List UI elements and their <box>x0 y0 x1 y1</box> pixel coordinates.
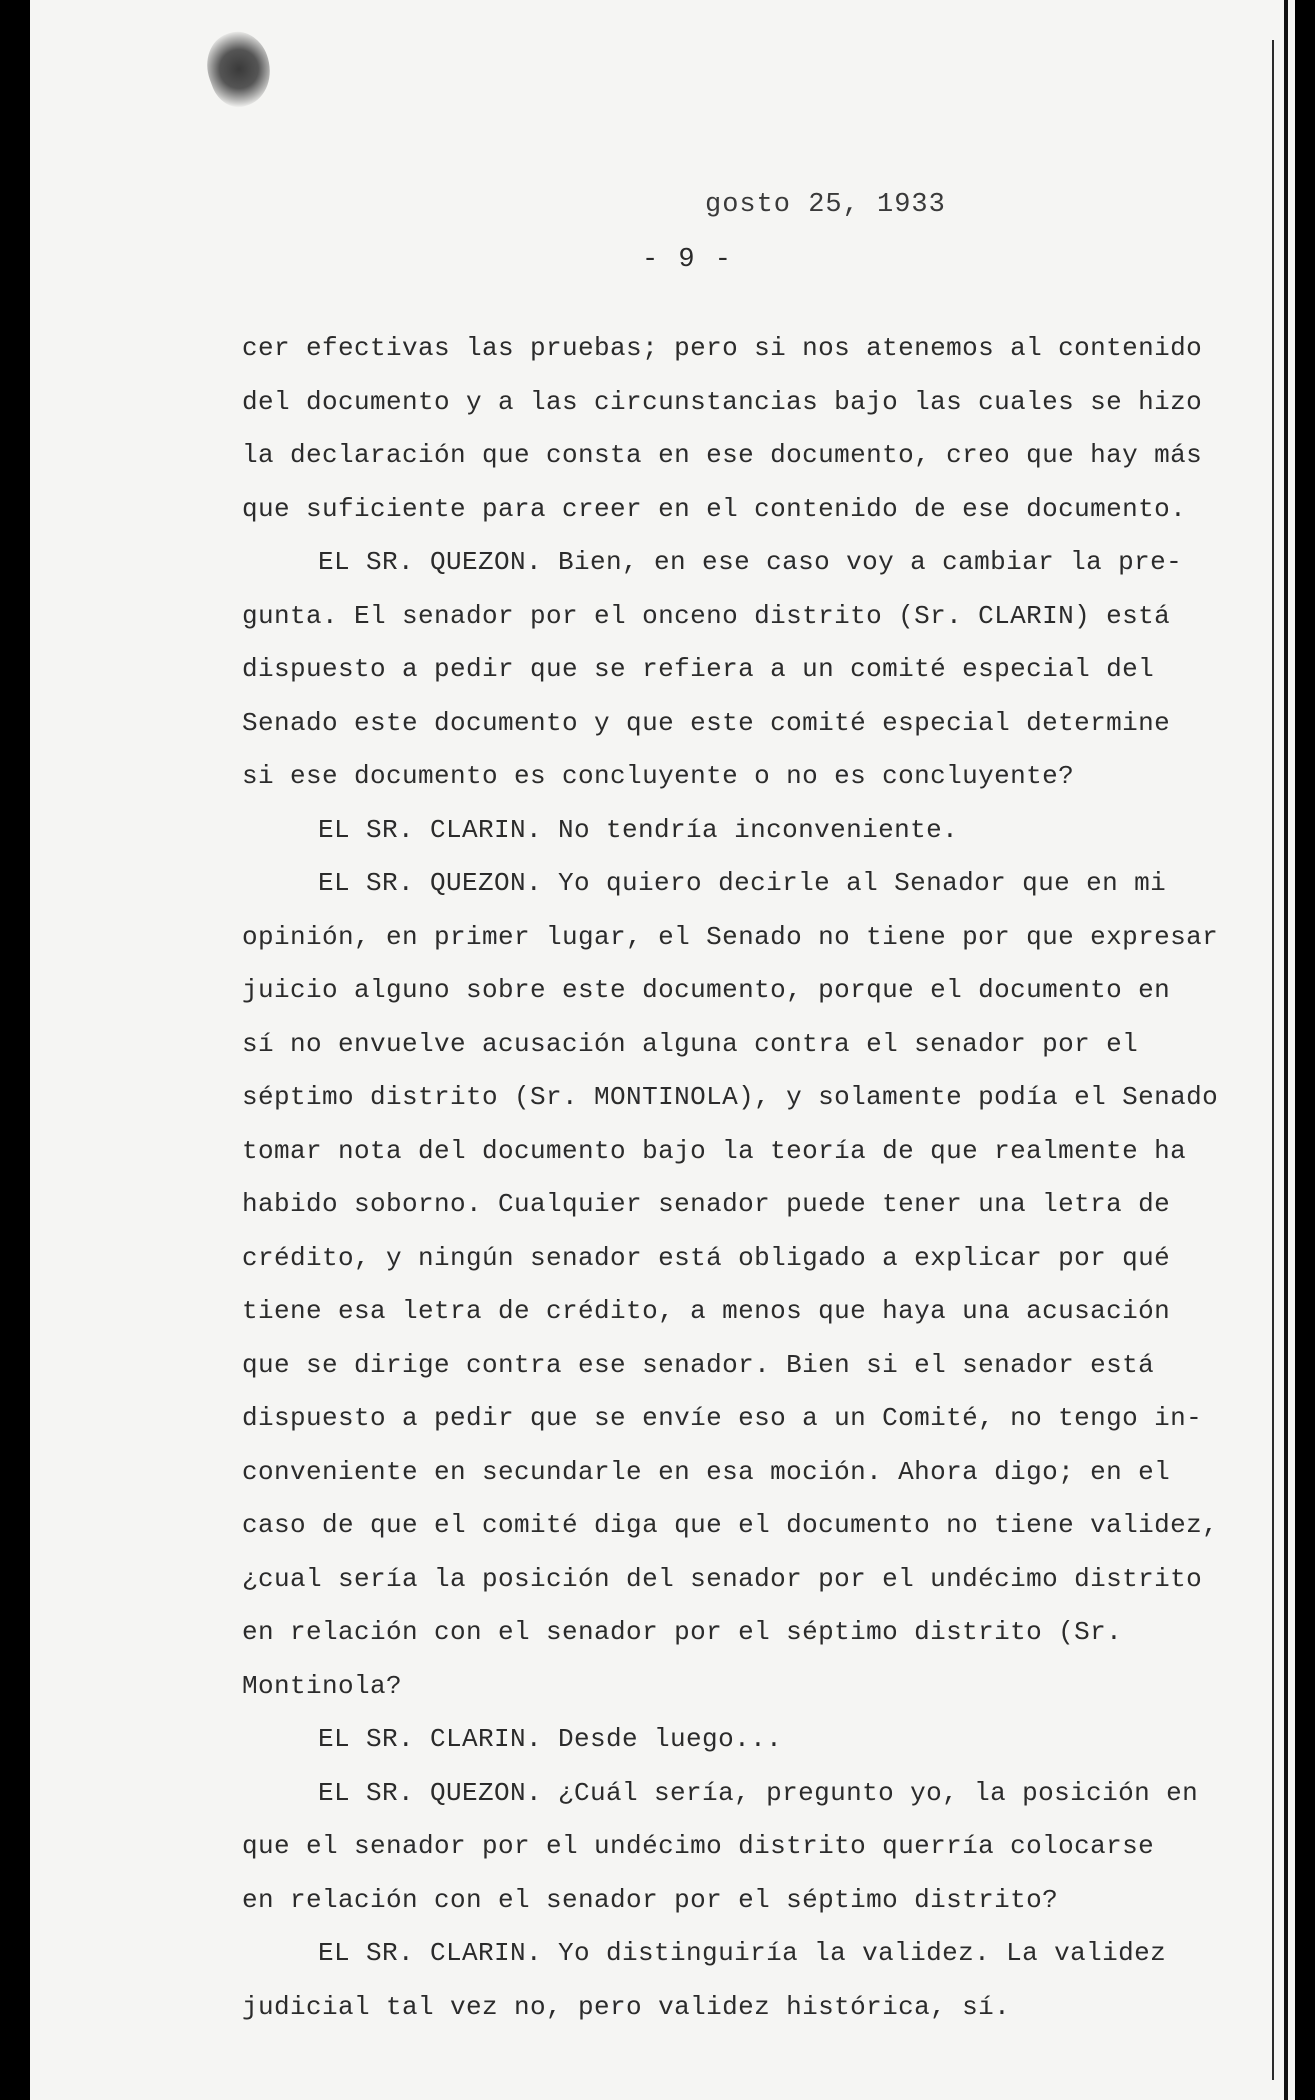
text-line: en relación con el senador por el séptimo distrito (Sr. <box>242 1617 1123 1647</box>
text-line: habido soborno. Cualquier senador puede tener una letra de <box>242 1189 1171 1219</box>
text-line: del documento y a las circunstancias bajo las cuales se hizo <box>242 386 1203 417</box>
text-line: EL SR. CLARIN. Desde luego... <box>318 1724 783 1754</box>
text-line: que suficiente para creer en el contenido de ese documento. <box>242 493 1187 524</box>
page-edge-line <box>1272 40 1274 2080</box>
ink-smudge <box>197 24 281 115</box>
text-line: opinión, en primer lugar, el Senado no tiene por que expresar <box>242 921 1219 952</box>
document-page <box>30 0 1295 2100</box>
text-line: dispuesto a pedir que se refiera a un comité especial del <box>242 654 1155 684</box>
text-line: EL SR. QUEZON. ¿Cuál sería, pregunto yo, la posición en <box>318 1777 1199 1808</box>
text-line: conveniente en secundarle en esa moción. Ahora digo; en el <box>242 1456 1171 1487</box>
text-line: juicio alguno sobre este documento, porque el documento en <box>242 975 1171 1005</box>
text-line: Senado este documento y que este comité especial determine <box>242 707 1171 738</box>
text-line: caso de que el comité diga que el documento no tiene validez, <box>242 1510 1219 1540</box>
text-line: gunta. El senador por el onceno distrito (Sr. CLARIN) está <box>242 600 1171 631</box>
text-line: tomar nota del documento bajo la teoría de que realmente ha <box>242 1135 1187 1166</box>
scan-border <box>1284 0 1288 2100</box>
text-line: cer efectivas las pruebas; pero si nos atenemos al contenido <box>242 333 1203 363</box>
text-line: que se dirige contra ese senador. Bien si el senador está <box>242 1349 1155 1380</box>
text-line: judicial tal vez no, pero validez histórica, sí. <box>242 1991 1011 2022</box>
text-line: que el senador por el undécimo distrito querría colocarse <box>242 1831 1155 1861</box>
text-line: la declaración que consta en ese documento, creo que hay más <box>242 440 1203 470</box>
text-line: en relación con el senador por el séptimo distrito? <box>242 1884 1059 1915</box>
text-line: sí no envuelve acusación alguna contra el senador por el <box>242 1028 1139 1059</box>
text-line: crédito, y ningún senador está obligado a explicar por qué <box>242 1242 1171 1273</box>
text-line: ¿cual sería la posición del senador por el undécimo distrito <box>242 1563 1203 1594</box>
body-text <box>242 322 1219 2034</box>
text-line: si ese documento es concluyente o no es concluyente? <box>242 761 1075 791</box>
text-line: Montinola? <box>242 1670 403 1701</box>
header-date: gosto 25, 1933 <box>705 190 946 220</box>
text-line: EL SR. CLARIN. Yo distinguiría la validez. La validez <box>318 1938 1167 1968</box>
text-line: EL SR. QUEZON. Yo quiero decirle al Senador que en mi <box>318 868 1167 898</box>
text-line: séptimo distrito (Sr. MONTINOLA), y solamente podía el Senado <box>242 1082 1219 1112</box>
page-number: - 9 - <box>642 245 734 275</box>
text-line: EL SR. QUEZON. Bien, en ese caso voy a cambiar la pre- <box>318 547 1183 577</box>
text-line: tiene esa letra de crédito, a menos que haya una acusación <box>242 1296 1171 1326</box>
text-line: EL SR. CLARIN. No tendría inconveniente. <box>318 814 959 845</box>
text-line: dispuesto a pedir que se envíe eso a un Comité, no tengo in- <box>242 1403 1203 1433</box>
